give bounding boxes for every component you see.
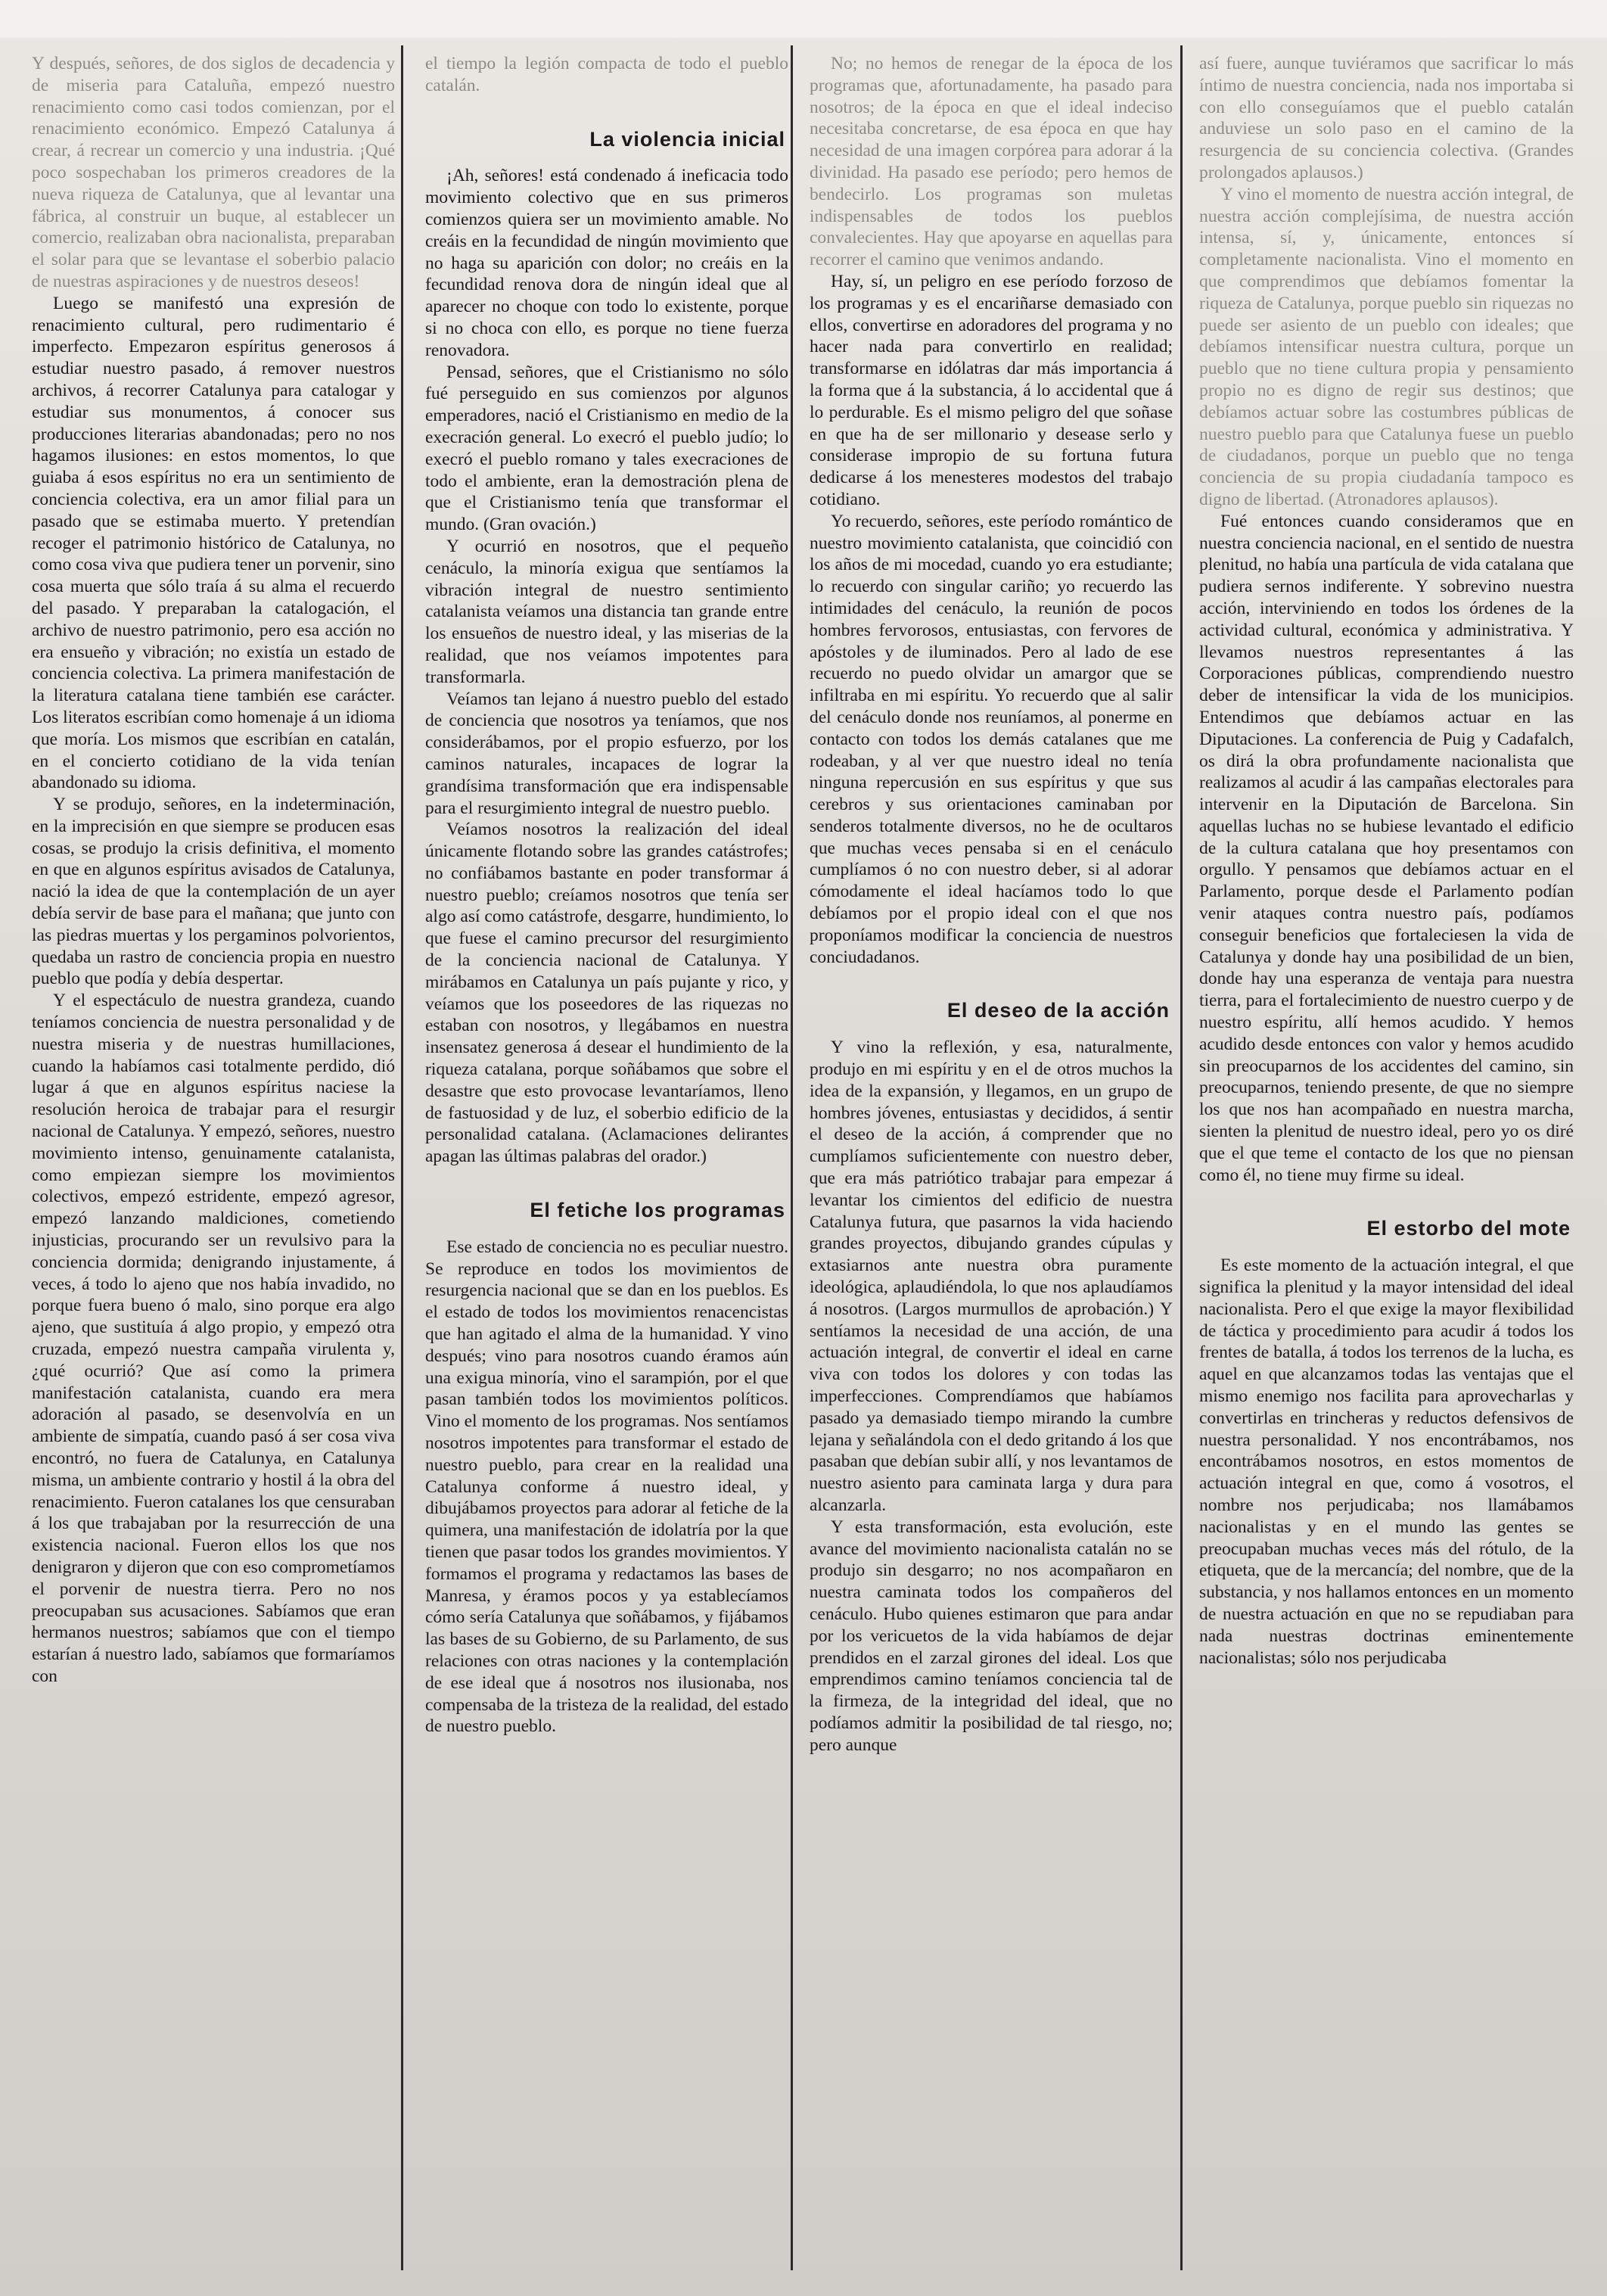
paragraph: Y se produjo, señores, en la indeterminación, en la imprecisión en que siempre se producen esas cosas, se produjo la crisis definitiva, el momento en que en algunos espíritus avisados de Catalunya, nació la idea de que la contemplación de un ayer debía servir de base para el mañana; que junto con las piedras muertas y los pergaminos polvorientos, quedaba un rastro de conciencia propia en nuestro pueblo que podía y debía despertar. xyxy=(32,795,395,989)
page-top-margin xyxy=(0,0,1607,38)
section-heading: El fetiche los programas xyxy=(530,1199,785,1222)
paragraph: ¡Ah, señores! está condenado á ineficacia todo movimiento colectivo que en sus primeros comienzos quiera ser un movimiento amable. No creáis en la fecundidad de ningún movimiento que no haga su aparición con dolor; no creáis en la fecundidad renova dora de ningún ideal que al aparecer no choque con todo lo existente, porque si no choca con ello, es porque no tiene fuerza renovadora. xyxy=(425,166,788,360)
paragraph: el tiempo la legión compacta de todo el pueblo catalán. xyxy=(425,54,788,95)
paragraph: Luego se manifestó una expresión de renacimiento cultural, pero rudimentario é imperfecto. Empezaron espíritus generosos á estudiar nuestro pasado, á remover nuestros archivos, á recorrer Catalunya para catalogar y estudiar sus monumentos, á conocer sus producciones literarias abandonadas; pero no nos hagamos ilusiones: en estos momentos, lo que guiaba á esos espíritus no era un sentimiento de conciencia colectiva, era un amor filial para un pasado que se estimaba muerto. Y pretendían recoger el patrimonio histórico de Catalunya, no como cosa viva que pudiera tener un porvenir, sino cosa muerta que sólo traía á su alma el recuerdo del pasado. Y preparaban la catalogación, el archivo de nuestro patrimonio, pero esa acción no era ensueño y vibración; no existía un estado de conciencia colectiva. La primera manifestación de la literatura catalana tiene también ese carácter. Los literatos escribían como homenaje á un idioma que moría. Los mismos que escribían en catalán, en el concierto cotidiano de la vida tenían abandonado su idioma. xyxy=(32,293,395,793)
paragraph: Fué entonces cuando consideramos que en nuestra conciencia nacional, en el sentido de nuestra plenitud, no había una partícula de vida catalana que pudiera sernos indiferente. Y sobrevino nuestra acción, interviniendo en todos los órdenes de la actividad cultural, económica y administrativa. Y llevamos nuestros representantes á las Corporaciones públicas, comprendiendo nuestro deber de intensificar la vida de los municipios. Entendimos que debíamos actuar en las Diputaciones. La conferencia de Puig y Cadafalch, os dirá la obra profundamente nacionalista que realizamos al acudir á las campañas electorales para intervenir en la Diputación de Barcelona. Sin aquellas luchas no se hubiese levantado el edificio de la cultura catalana que hoy presentamos con orgullo. Y pensamos que debíamos actuar en el Parlamento, porque desde el Parlamento podían venir ataques contra nuestro país, podíamos conseguir beneficios que fortaleciesen la vida de Catalunya y donde hay una posibilidad de un bien, donde hay una esperanza de ventaja para nuestra tierra, para el fortalecimiento de nuestro cuerpo y de nuestro espíritu, allí hemos acudido. Y hemos acudido desde entonces con valor y hemos acudido sin preocuparnos de los accidentes del camino, sin preocuparnos, teniendo presente, de que no siempre los que nos han acompañado en nuestra marcha, sienten la plenitud de nuestro ideal, pero yo os diré que el que teme el contacto de los que no piensan como él, no tiene muy firme su ideal. xyxy=(1199,511,1574,1185)
paragraph: Ese estado de conciencia no es peculiar nuestro. Se reproduce en todos los movimientos de resurgencia nacional que se dan en los pueblos. Es el estado de todos los movimientos renacencistas que han agitado el alma de la humanidad. Y vino después; vino para nosotros cuando éramos aún una exigua minoría, vino el sarampión, por el que pasan también todos los movimientos políticos. Vino el momento de los programas. Nos sentíamos nosotros impotentes para transformar el estado de nuestro pueblo, para crear en la realidad una Catalunya conforme á nuestro ideal, y dibujábamos proyectos para adorar al fetiche de la quimera, una manifestación de idolatría por la que tienen que pasar todos los grandes movimientos. Y formamos el programa y redactamos las bases de Manresa, y éramos pocos y ya establecíamos cómo sería Catalunya que soñábamos, y fijábamos las bases de su Gobierno, de su Parlamento, de sus relaciones con otras naciones y la contemplación de ese ideal que á nosotros nos ilusionaba, nos compensaba de la tristeza de la realidad, del estado de nuestro pueblo. xyxy=(425,1237,788,1737)
paragraph: Pensad, señores, que el Cristianismo no sólo fué perseguido en sus comienzos por algunos emperadores, nació el Cristianismo en medio de la execración general. Lo execró el pueblo judío; lo execró el pueblo romano y tales execraciones de todo el ambiente, eran la demostración plena de que el Cristianismo tenía que transformar el mundo. (Gran ovación.) xyxy=(425,362,788,535)
paragraph: Y vino el momento de nuestra acción integral, de nuestra acción complejísima, de nuestra acción intensa, sí, y, únicamente, entonces sí completamente nacionalista. Vino el momento en que comprendimos que debíamos fomentar la riqueza de Catalunya, porque pueblo sin riquezas no puede ser asiento de un pueblo con ideales; que debíamos intensificar nuestra cultura, porque un pueblo que no tiene cultura propia y pensamiento propio no es digno de regir sus destinos; que debíamos actuar sobre las costumbres públicas de nuestro pueblo para que Catalunya fuese un pueblo de ciudadanos, porque un pueblo que no tenga conciencia de su propia ciudadanía tampoco es digno de libertad. (Atronadores aplausos). xyxy=(1199,184,1574,509)
paragraph: Es este momento de la actuación integral, el que significa la plenitud y la mayor intensidad del ideal nacionalista. Pero el que exige la mayor flexibilidad de táctica y procedimiento para acudir á todos los frentes de batalla, á todos los terrenos de la lucha, es aquel en que alcanzamos todas las ventajas que el mismo enemigo nos facilita para aprovecharlas y convertirlas en trincheras y reductos defensivos de nuestra personalidad. Y nos encontrábamos, nos encontrábamos nosotros, en estos momentos de actuación integral en que, como á vosotros, el nombre nos perjudicaba; nos llamábamos nacionalistas y en el mundo las gentes se preocupaban muchas veces más del rótulo, de la etiqueta, que de la mercancía; del nombre, que de la substancia, y nos hallamos entonces en un momento de nuestra actuación en que no se repudiaban para nada nuestras doctrinas eminentemente nacionalistas; sólo nos perjudicaba xyxy=(1199,1255,1574,1668)
paragraph: Y esta transformación, esta evolución, este avance del movimiento nacionalista catalán no se produjo sin desgarro; no nos acompañaron en nuestra caminata todos los compañeros del cenáculo. Hubo quienes estimaron que para andar por los vericuetos de la vida habíamos de dejar prendidos en el zarzal girones del ideal. Los que emprendimos camino teníamos conciencia tal de la firmeza, de la integridad del ideal, que no podíamos admitir la posibilidad de tal riesgo, no; pero aunque xyxy=(810,1517,1173,1755)
paragraph: No; no hemos de renegar de la época de los programas que, afortunadamente, ha pasado para nosotros; de la época en que el ideal indeciso necesitaba concretarse, de esa época en que hay necesidad de una imagen corpórea para adorar á la divinidad. Ha pasado ese período; pero hemos de bendecirlo. Los programas son muletas indispensables de todos los pueblos convalecientes. Hay que apoyarse en aquellas para recorrer el camino que venimos andando. xyxy=(810,54,1173,270)
paragraph: Yo recuerdo, señores, este período romántico de nuestro movimiento catalanista, que coincidió con los años de mi mocedad, cuando yo era estudiante; lo recuerdo con singular cariño; yo recuerdo las intimidades del cenáculo, la reunión de pocos hombres fervorosos, entusiastas, con fervores de apóstoles y de iluminados. Pero al lado de ese recuerdo no puedo olvidar un amargor que se infiltraba en mi espíritu. Yo recuerdo que al salir del cenáculo donde nos reuníamos, al ponerme en contacto con todos los demás catalanes que me rodeaban, y al ver que nuestro ideal no tenía ninguna repercusión en sus espíritus y que sus cerebros y sus orientaciones caminaban por senderos totalmente diversos, no he de ocultaros que muchas veces pensaba si en el cenáculo cumplíamos ó no con nuestro deber, si al adorar cómodamente el ideal hacíamos todo lo que debíamos por el propio ideal con el que nos proponíamos modificar la conciencia de nuestros conciudadanos. xyxy=(810,511,1173,967)
column-2 xyxy=(425,53,788,2263)
column-3 xyxy=(810,53,1173,2263)
paragraph: Y ocurrió en nosotros, que el pequeño cenáculo, la minoría exigua que sentíamos la vibración integral de nuestro sentimiento catalanista veíamos una distancia tan grande entre los ensueños de nuestro ideal, y las miserias de la realidad, que nos veíamos impotentes para transformarla. xyxy=(425,536,788,687)
section-heading: La violencia inicial xyxy=(589,127,785,151)
paragraph: Hay, sí, un peligro en ese período forzoso de los programas y es el encariñarse demasiado con ellos, convertirse en adoradores del programa y no hacer nada para convertirlo en realidad; transformarse en idólatras dar más importancia á la forma que á la substancia, á lo accidental que á lo perdurable. Es el mismo peligro del que soñase en que ha de ser millonario y desease serlo y considerase impropio de su fortuna futura dedicarse á los menesteres modestos del trabajo cotidiano. xyxy=(810,271,1173,509)
column-1 xyxy=(32,53,395,2263)
paragraph: así fuere, aunque tuviéramos que sacrificar lo más íntimo de nuestra conciencia, nada nos importaba si con ello conseguíamos que el pueblo catalán anduviese un solo paso en el camino de la resurgencia de su conciencia colectiva. (Grandes prolongados aplausos.) xyxy=(1199,54,1574,182)
paragraph: Veíamos nosotros la realización del ideal únicamente flotando sobre las grandes catástrofes; no confiábamos bastante en poder transformar á nuestro pueblo; creíamos nosotros que tenía ser algo así como catástrofe, desgarre, hundimiento, lo que fuese el camino precursor del resurgimiento de la conciencia nacional de Catalunya. Y mirábamos en Catalunya un país pujante y rico, y veíamos que los poseedores de las riquezas no estaban con nosotros, y llegábamos en nuestra insensatez generosa á desear el hundimiento de la riqueza catalana, porque soñábamos que sobre el desastre que esto provocase levantaríamos, lleno de fastuosidad y de luz, el soberbio edificio de la personalidad catalana. (Aclamaciones delirantes apagan las últimas palabras del orador.) xyxy=(425,820,788,1167)
column-divider xyxy=(1180,45,1183,2270)
section-heading: El deseo de la acción xyxy=(946,999,1170,1022)
column-divider xyxy=(791,45,793,2270)
paragraph: Y después, señores, de dos siglos de decadencia y de miseria para Cataluña, empezó nuestro renacimiento como casi todos comienzan, por el renacimiento económico. Empezó Catalunya á crear, á recrear un comercio y una industria. ¡Qué poco sospechaban los primeros creadores de la nueva riqueza de Catalunya, que al levantar una fábrica, al construir un buque, al establecer un comercio, realizaban obra nacionalista, preparaban el solar para que se levantase el soberbio palacio de nuestras aspiraciones y de nuestros deseos! xyxy=(32,54,395,291)
paragraph: Veíamos tan lejano á nuestro pueblo del estado de conciencia que nosotros ya teníamos, que nos considerábamos, por el propio esfuerzo, por los caminos naturales, incapaces de lograr la grandísima transformación que era indispensable para el resurgimiento integral de nuestro pueblo. xyxy=(425,689,788,818)
paragraph: Y el espectáculo de nuestra grandeza, cuando teníamos conciencia de nuestra personalidad y de nuestra miseria y de nuestras humillaciones, cuando la habíamos casi totalmente perdido, dió lugar á que en algunos espíritus naciese la resolución heroica de trabajar para el resurgir nacional de Catalunya. Y empezó, señores, nuestro movimiento intenso, genuinamente catalanista, como empiezan siempre los movimientos colectivos, empezó estridente, empezó agresor, empezó lanzando maldiciones, cometiendo injusticias, procurando ser un revulsivo para la conciencia dormida; denigrando injustamente, á veces, á todo lo ajeno que nos había invadido, no porque fuera bueno ó malo, sino porque era algo ajeno, que sustituía á algo propio, y empezó otra cruzada, empezó nuestra campaña virulenta y, ¿qué ocurrió? Que así como la primera manifestación catalanista, cuando era mera adoración al pasado, se desenvolvía en un ambiente de simpatía, cuando pasó á ser cosa viva encontró, no fuera de Catalunya, en Catalunya misma, un ambiente contrario y hostil á la obra del renacimiento. Fueron catalanes los que censuraban á los que trabajaban por la resurrección de una existencia nacional. Fueron ellos los que nos denigraron y dijeron que con eso comprometíamos el porvenir de nuestra tierra. Pero no nos preocupaban sus acusaciones. Sabíamos que eran hermanos nuestros; sabíamos que con el tiempo estarían á nuestro lado, sabíamos que formaríamos con xyxy=(32,991,395,1686)
column-4 xyxy=(1199,53,1574,2263)
paragraph: Y vino la reflexión, y esa, naturalmente, produjo en mi espíritu y en el de otros muchos la idea de la expansión, y llegamos, en un grupo de hombres jóvenes, entusiastas y decididos, á sentir el deseo de la acción, á comprender que no cumplíamos suficientemente con nuestro deber, que era más patriótico trabajar para empezar á levantar los cimientos del edificio de nuestra Catalunya futura, que pasarnos la vida haciendo grandes proyectos, dibujando grandes cúpulas y extasiarnos ante nuestra obra puramente ideológica, aplaudiéndola, lo que nos aplaudíamos á nosotros. (Largos murmullos de aprobación.) Y sentíamos la necesidad de una acción, de una actuación integral, de convertir el ideal en carne viva con todos los dolores y con todas las imperfecciones. Comprendíamos que habíamos pasado ya demasiado tiempo mirando la cumbre lejana y señalándola con el dedo gritando á los que pasaban que debían subir allí, y nos levantamos de nuestro asiento para caminata larga y dura para alcanzarla. xyxy=(810,1038,1173,1515)
column-divider xyxy=(401,45,403,2270)
section-heading: El estorbo del mote xyxy=(1366,1217,1571,1240)
